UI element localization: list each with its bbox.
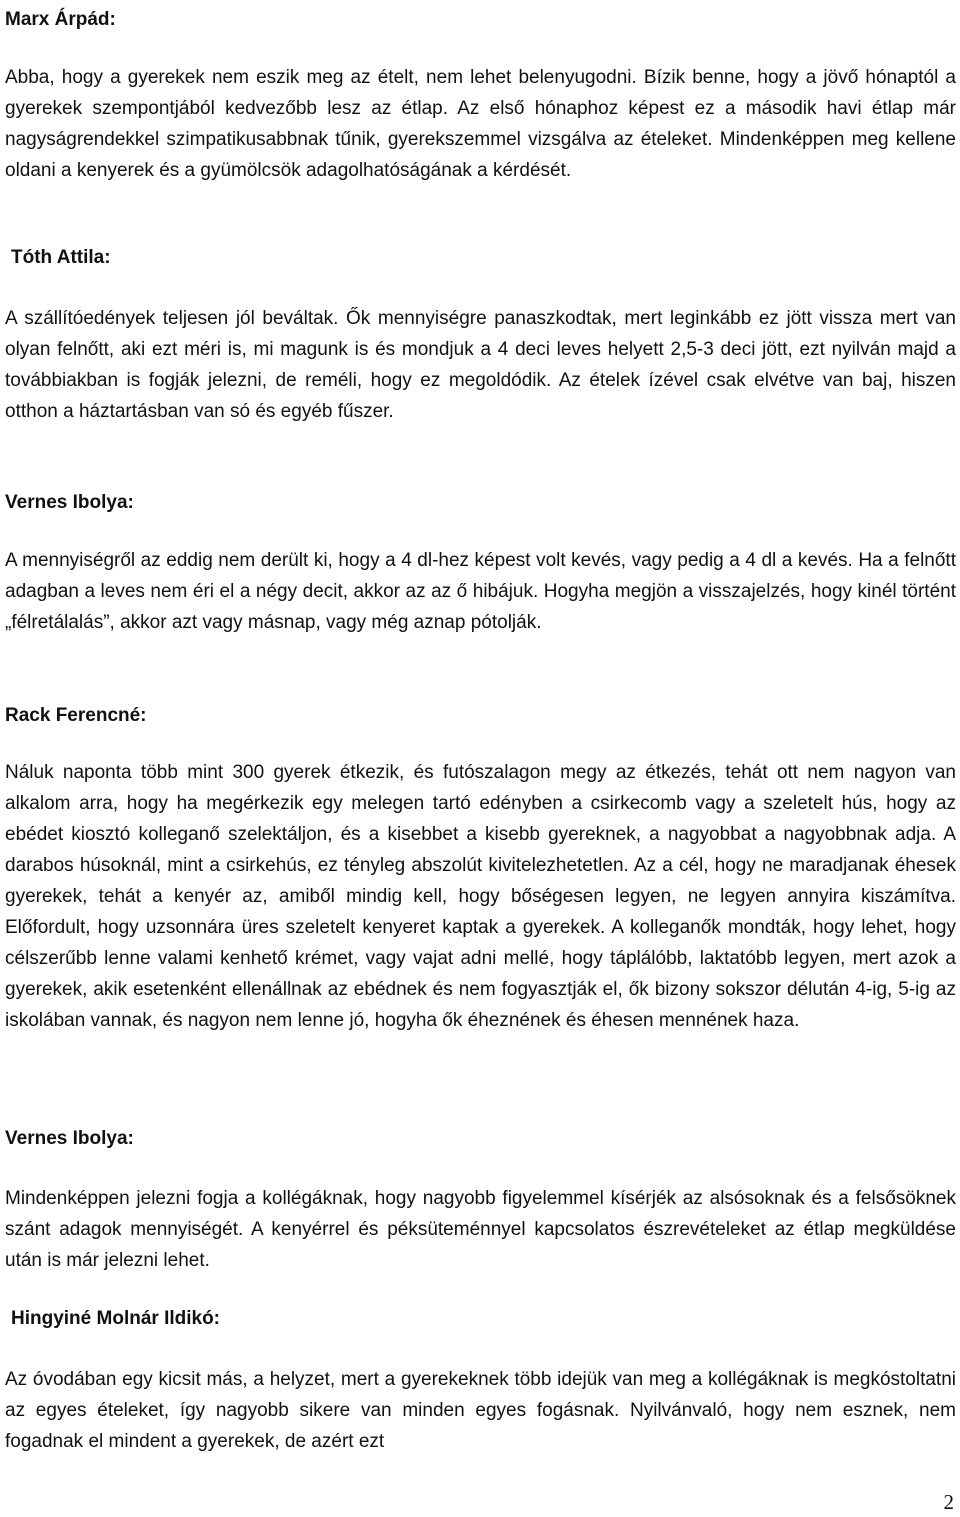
speaker-name: Marx Árpád: (5, 9, 116, 30)
speaker-name: Rack Ferencné: (5, 705, 147, 726)
speech-paragraph: A szállítóedények teljesen jól beváltak. Ők mennyiségre panaszkodtak, mert leginkább ez jött vissza mert van olyan felnőtt, aki ezt méri is, mi magunk is és mondjuk a 4 deci leves helyett 2,5-3 deci jött, ezt nyilván majd a továbbiakban is fogják jelezni, de reméli, hogy ez megoldódik. Az ételek ízével csak elvétve van baj, hiszen otthon a háztartásban van só és egyéb fűszer. (5, 308, 956, 422)
speech-paragraph: A mennyiségről az eddig nem derült ki, hogy a 4 dl-hez képest volt kevés, vagy pedig a 4 dl a kevés. Ha a felnőtt adagban a leves nem éri el a négy decit, akkor az az ő hibájuk. Hogyha megjön a visszajelzés, hogy kinél történt „félretálalás”, akkor azt vagy másnap, vagy még aznap pótolják. (5, 550, 956, 633)
speech-paragraph: Az óvodában egy kicsit más, a helyzet, mert a gyerekeknek több idejük van meg a kollégáknak is megkóstoltatni az egyes ételeket, így nagyobb sikere van minden egyes fogásnak. Nyilvánvaló, hogy nem esznek, nem fogadnak el mindent a gyerekek, de azért ezt (5, 1369, 956, 1452)
speaker-name: Hingyiné Molnár Ildikó: (11, 1308, 221, 1329)
speaker-name: Vernes Ibolya: (5, 492, 134, 513)
speech-paragraph: Abba, hogy a gyerekek nem eszik meg az ételt, nem lehet belenyugodni. Bízik benne, hogy a jövő hónaptól a gyerekek szempontjából kedvezőbb lesz az étlap. Az első hónaphoz képest ez a második havi étlap már nagyságrendekkel szimpatikusabbnak tűnik, gyerekszemmel vizsgálva az ételeket. Mindenképpen meg kellene oldani a kenyerek és a gyümölcsök adagolhatóságának a kérdését. (5, 67, 956, 181)
page-number: 2 (943, 1490, 954, 1514)
speech-paragraph: Mindenképpen jelezni fogja a kollégáknak, hogy nagyobb figyelemmel kísérjék az alsósoknak és a felsősöknek szánt adagok mennyiségét. A kenyérrel és péksüteménnyel kapcsolatos észrevételeket az étlap megküldése után is már jelezni lehet. (5, 1188, 956, 1271)
speaker-name: Vernes Ibolya: (5, 1128, 134, 1149)
speaker-name: Tóth Attila: (11, 247, 111, 268)
speech-paragraph: Náluk naponta több mint 300 gyerek étkezik, és futószalagon megy az étkezés, tehát ott nem nagyon van alkalom arra, hogy ha megérkezik egy melegen tartó edényben a csirkecomb vagy a szeletelt hús, hogy az ebédet kiosztó kolleganő szelektáljon, és a kisebbet a kisebb gyereknek, a nagyobbat a nagyobbnak adja. A darabos húsoknál, mint a csirkehús, ez tényleg abszolút kivitelezhetetlen. Az a cél, hogy ne maradjanak éhesek gyerekek, tehát a kenyér az, amiből mindig kell, hogy bőségesen legyen, ne legyen annyira kiszámítva. Előfordult, hogy uzsonnára üres szeletelt kenyeret kaptak a gyerekek. A kolleganők mondták, hogy lehet, hogy célszerűbb lenne valami kenhető krémet, vagy vajat adni mellé, hogy táplálóbb, laktatóbb legyen, mert azok a gyerekek, akik esetenként ellenállnak az ebédnek és nem fogyasztják el, ők bizony sokszor délután 4-ig, 5-ig az iskolában vannak, és nagyon nem lenne jó, hogyha ők éheznének és éhesen mennének haza. (5, 762, 956, 1031)
